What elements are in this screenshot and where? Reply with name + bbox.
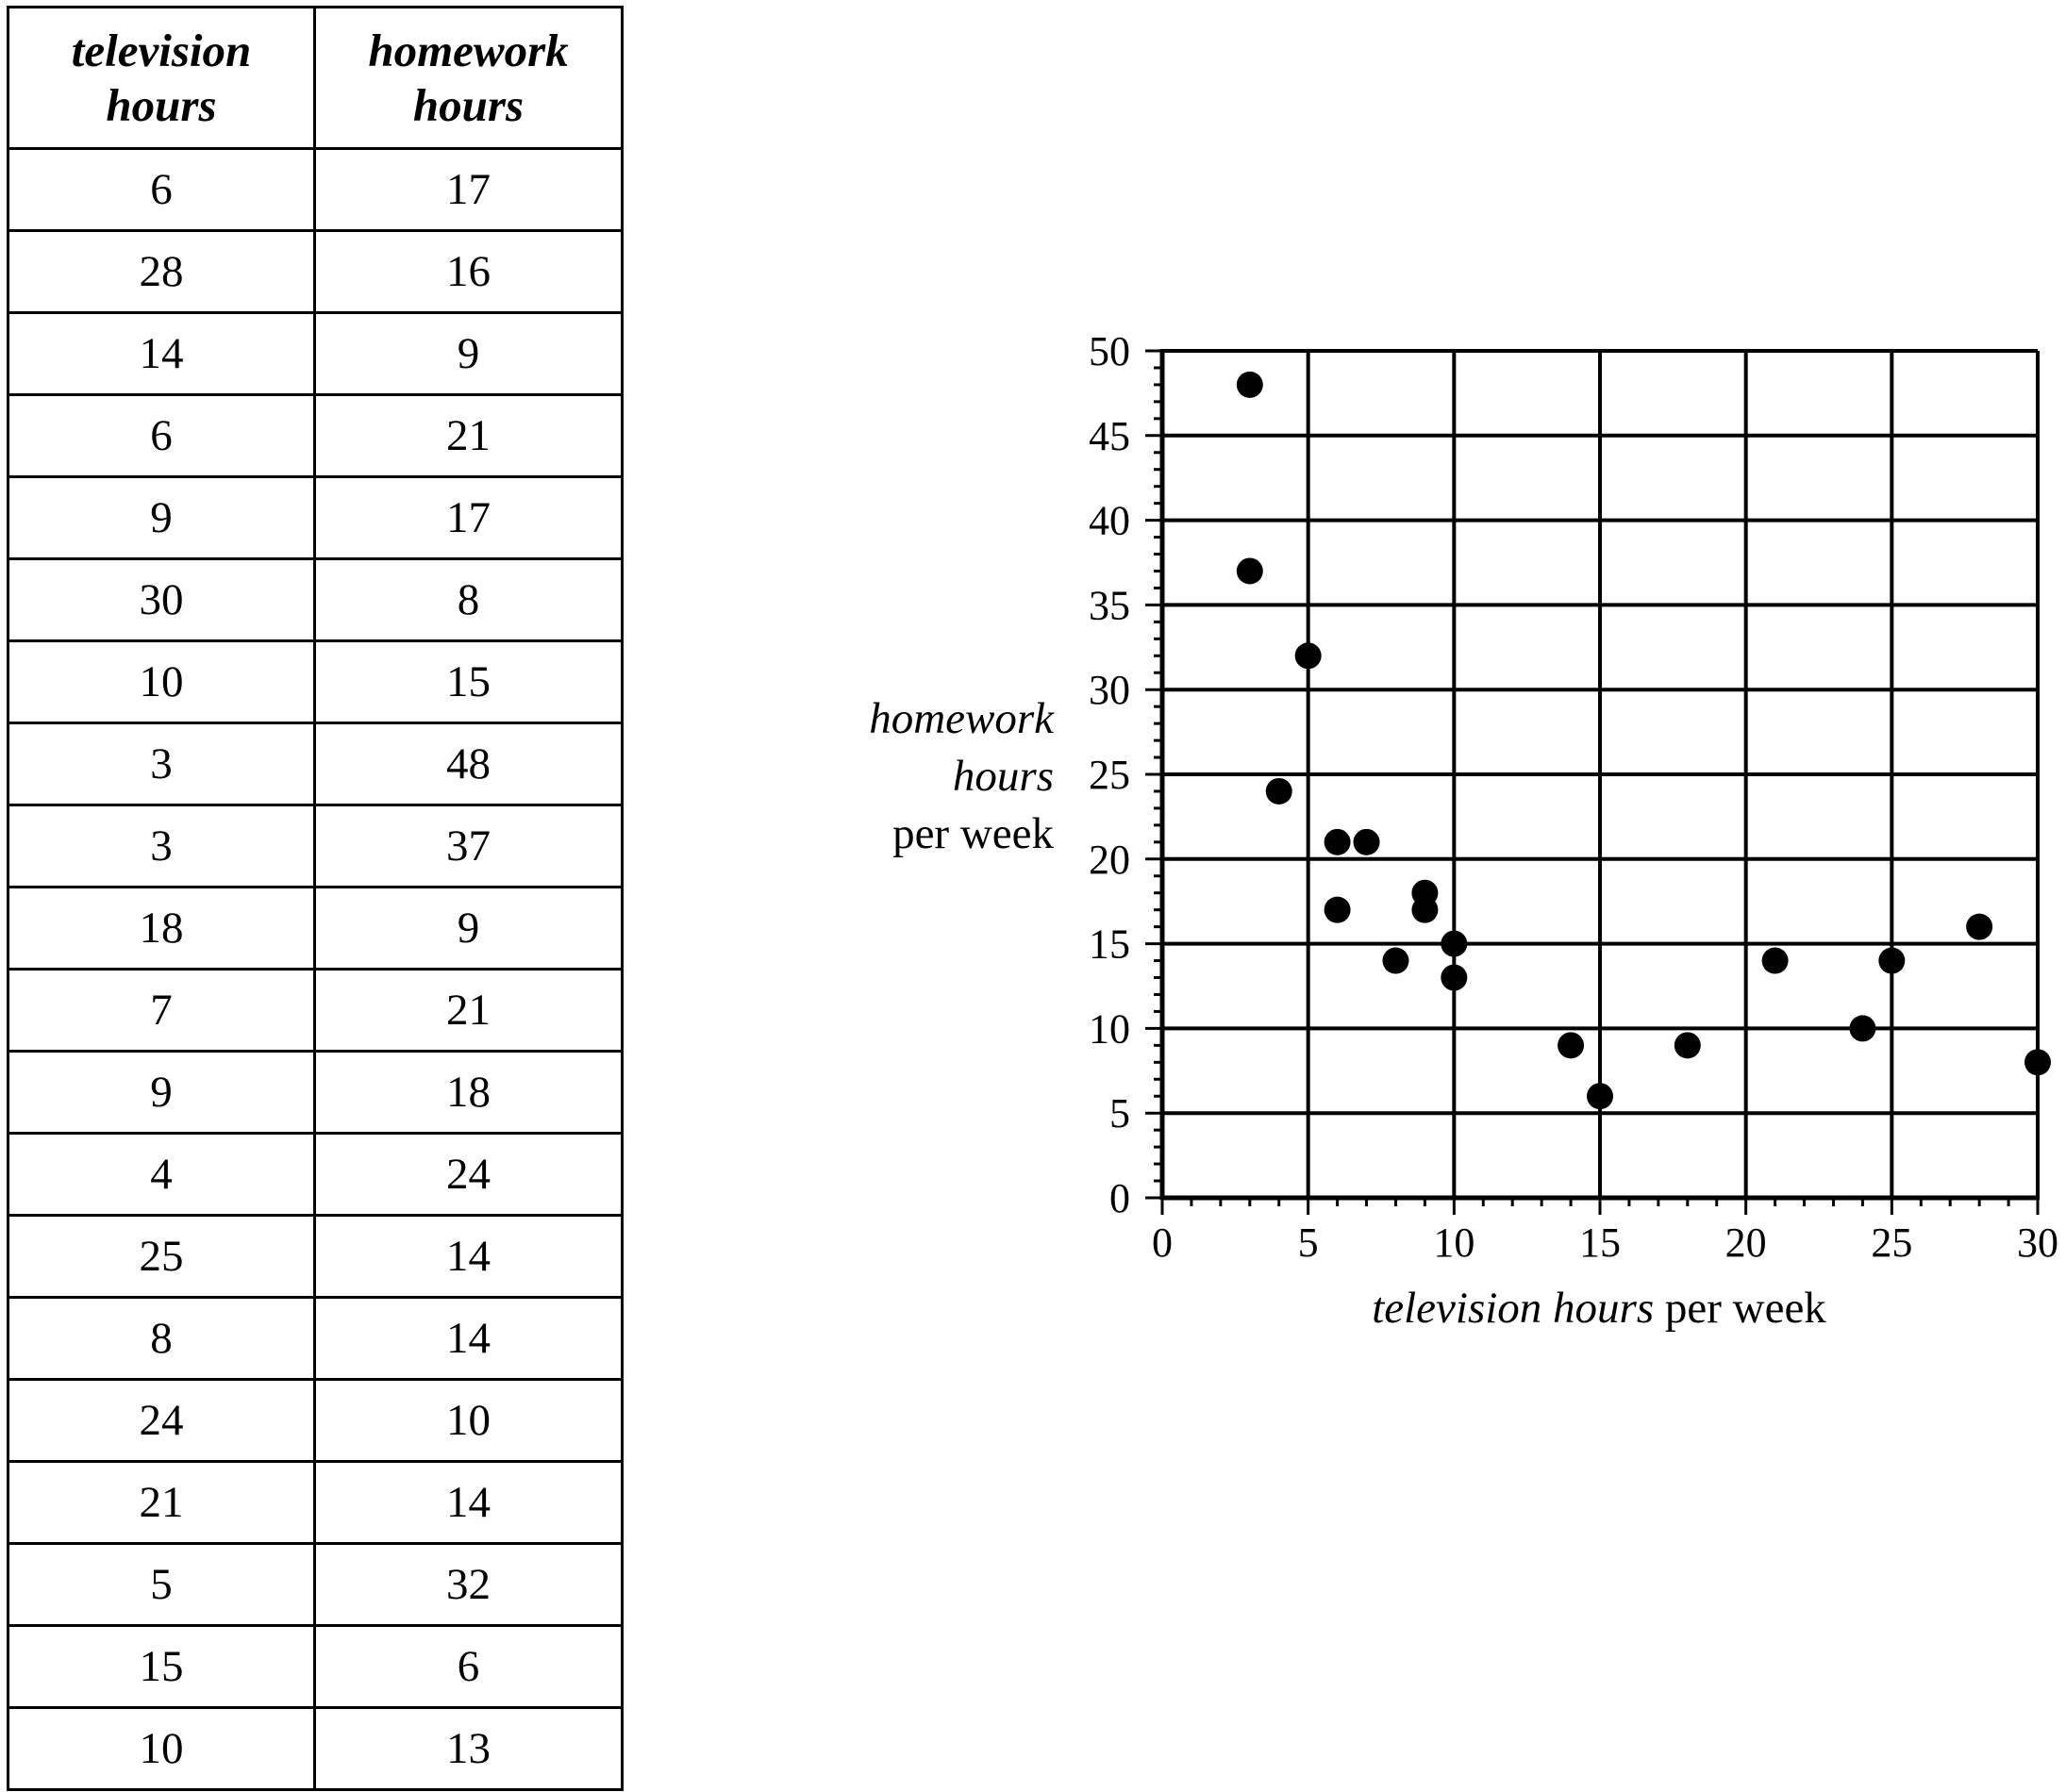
cell-homework-hours: 48 [315, 723, 623, 805]
y-tick-label: 10 [1089, 1005, 1130, 1053]
cell-homework-hours: 13 [315, 1708, 623, 1790]
y-tick-label: 35 [1089, 582, 1130, 629]
y-axis-label-line: homework [869, 694, 1054, 743]
data-point [1849, 1015, 1875, 1041]
grid-lines [1162, 351, 2038, 1198]
x-axis-label [1372, 1284, 1826, 1333]
cell-television-hours: 14 [8, 313, 315, 395]
data-point [1878, 948, 1905, 974]
cell-television-hours: 25 [8, 1216, 315, 1298]
cell-homework-hours: 6 [315, 1626, 623, 1708]
header-line: hours [412, 78, 525, 131]
cell-television-hours: 9 [8, 477, 315, 559]
cell-television-hours: 30 [8, 559, 315, 641]
cell-homework-hours: 16 [315, 231, 623, 313]
data-point [1295, 642, 1322, 669]
header-line: hours [106, 78, 217, 131]
data-point [2024, 1049, 2051, 1075]
y-tick-label: 20 [1089, 836, 1130, 883]
x-axis-label-rest: per week [1654, 1284, 1826, 1333]
cell-television-hours: 9 [8, 1052, 315, 1134]
y-tick-label: 30 [1089, 667, 1130, 714]
cell-homework-hours: 9 [315, 313, 623, 395]
cell-television-hours: 28 [8, 231, 315, 313]
x-tick-label: 10 [1433, 1220, 1475, 1266]
cell-homework-hours: 14 [315, 1216, 623, 1298]
y-tick-label: 45 [1089, 412, 1130, 459]
x-tick-label: 15 [1579, 1220, 1621, 1266]
y-tick-label: 50 [1089, 328, 1130, 374]
cell-television-hours: 5 [8, 1544, 315, 1626]
cell-homework-hours: 37 [315, 805, 623, 888]
y-tick-label: 5 [1109, 1090, 1130, 1137]
y-tick-label: 25 [1089, 752, 1130, 798]
cell-homework-hours: 32 [315, 1544, 623, 1626]
x-tick-label: 30 [2017, 1220, 2058, 1266]
cell-television-hours: 24 [8, 1380, 315, 1462]
y-axis-label [869, 694, 1055, 858]
y-axis-label-line: hours [952, 752, 1054, 801]
cell-homework-hours: 9 [315, 888, 623, 970]
data-point [1382, 948, 1408, 974]
y-tick-label: 15 [1089, 921, 1130, 968]
cell-television-hours: 10 [8, 641, 315, 723]
x-tick-label: 0 [1152, 1220, 1173, 1266]
cell-television-hours: 10 [8, 1708, 315, 1790]
data-point [1411, 880, 1438, 906]
cell-homework-hours: 21 [315, 970, 623, 1052]
cell-homework-hours: 17 [315, 477, 623, 559]
cell-homework-hours: 15 [315, 641, 623, 723]
cell-television-hours: 8 [8, 1298, 315, 1380]
cell-homework-hours: 10 [315, 1380, 623, 1462]
cell-television-hours: 18 [8, 888, 315, 970]
data-point [1441, 965, 1467, 991]
y-tick-labels [1089, 328, 1130, 1221]
x-tick-label: 25 [1871, 1220, 1913, 1266]
data-point [1558, 1032, 1584, 1058]
cell-television-hours: 4 [8, 1134, 315, 1216]
cell-television-hours: 21 [8, 1462, 315, 1544]
data-point [1354, 829, 1380, 855]
header-line: television [71, 24, 252, 76]
cell-homework-hours: 8 [315, 559, 623, 641]
cell-television-hours: 3 [8, 805, 315, 888]
header-line: homework [368, 24, 569, 76]
data-point [1587, 1083, 1613, 1109]
cell-television-hours: 3 [8, 723, 315, 805]
data-point [1966, 914, 1992, 940]
data-points [1237, 372, 2051, 1109]
cell-television-hours: 6 [8, 149, 315, 231]
cell-homework-hours: 17 [315, 149, 623, 231]
data-point [1237, 557, 1263, 584]
cell-television-hours: 15 [8, 1626, 315, 1708]
x-tick-label: 20 [1724, 1220, 1767, 1266]
x-tick-label: 5 [1297, 1220, 1319, 1266]
cell-television-hours: 7 [8, 970, 315, 1052]
y-tick-label: 0 [1109, 1175, 1130, 1221]
x-tick-labels [1152, 1220, 2058, 1266]
cell-homework-hours: 24 [315, 1134, 623, 1216]
cell-television-hours: 6 [8, 395, 315, 477]
cell-homework-hours: 18 [315, 1052, 623, 1134]
data-point [1325, 897, 1351, 923]
data-point [1237, 372, 1263, 398]
x-axis-label-italic: television hours [1372, 1284, 1655, 1333]
data-point [1325, 829, 1351, 855]
cell-homework-hours: 14 [315, 1462, 623, 1544]
cell-homework-hours: 21 [315, 395, 623, 477]
data-point [1441, 931, 1467, 957]
data-point [1762, 948, 1789, 974]
data-point [1674, 1032, 1701, 1058]
data-point [1266, 778, 1292, 805]
y-tick-label: 40 [1089, 497, 1130, 544]
y-axis-label-line: per week [892, 809, 1054, 858]
cell-homework-hours: 14 [315, 1298, 623, 1380]
